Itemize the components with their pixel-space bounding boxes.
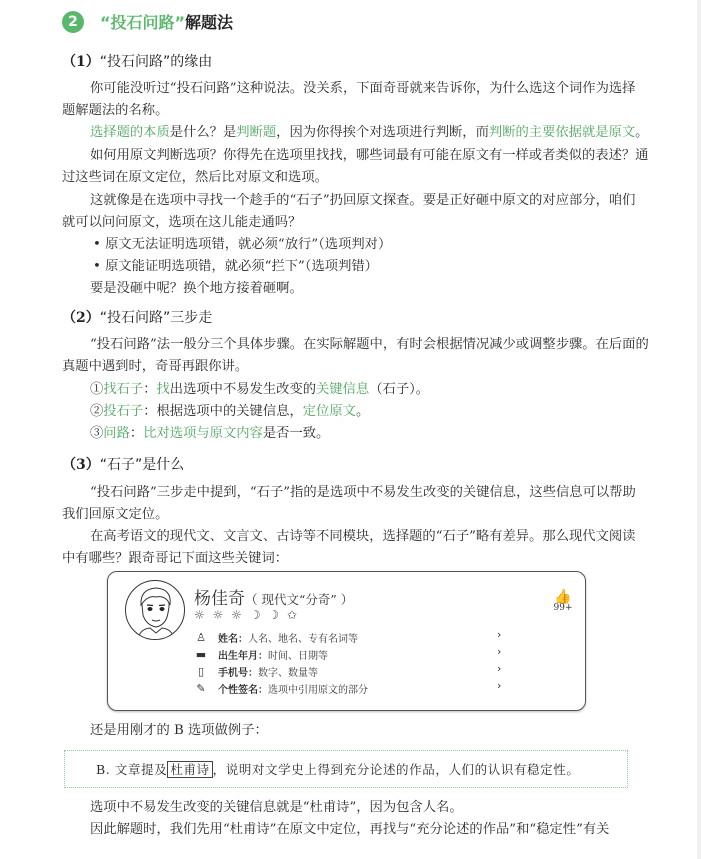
highlight: 选择题的本质 (90, 125, 170, 140)
weather-icons: ☼ ☼ ☼ ☽ ☽ ✩ (194, 608, 299, 622)
thumbs-up-icon: 👍 (554, 589, 572, 605)
subheading-2 (62, 307, 212, 327)
card-row-signature[interactable] (194, 681, 368, 696)
bullet-item: • 原文能证明选项错，就必须“拦下”（选项判错） (93, 259, 378, 274)
text: 。 (635, 125, 649, 140)
person-icon: ♙ (196, 631, 206, 644)
pen-icon: ✎ (196, 682, 206, 695)
subheading-title: “石子”是什么 (99, 457, 185, 473)
like-count: 99+ (553, 603, 573, 613)
subheading-title: “投石问路”的缘由 (99, 54, 213, 70)
paragraph: 你可能没听过“投石问路”这种说法。没关系，下面奇哥就来告诉你，为什么选这个词作为选择 (90, 81, 636, 96)
subheading-number: （1） (62, 54, 100, 70)
highlight: 判断的主要依据就是原文 (488, 125, 636, 140)
row-label: 姓名： (218, 634, 248, 645)
step-1 (90, 381, 429, 398)
subheading-number: （2） (62, 310, 100, 326)
step-2 (90, 403, 369, 420)
text: 出选项中不易发生改变的 (169, 382, 317, 397)
paragraph: 如何用原文判断选项？你得先在选项里找找，哪些词最有可能在原文有一样或者类似的表述？通 (90, 148, 649, 163)
row-label: 手机号： (218, 668, 258, 679)
paragraph-highlighted (90, 124, 648, 141)
paragraph: 就可以问问原文，选项在这儿能走通吗？ (62, 215, 302, 230)
section-title (100, 10, 233, 33)
paragraph: 中有哪些？跟奇哥记下面这些关键词： (62, 551, 289, 566)
highlight: 找石子 (103, 382, 144, 397)
row-value: 数字、数量等 (258, 668, 318, 679)
chevron-right-icon[interactable]: › (497, 662, 502, 675)
text: （石子）。 (369, 382, 430, 397)
row-label: 出生年月： (218, 651, 268, 662)
like-button[interactable] (553, 586, 573, 613)
text: ： (129, 426, 144, 441)
step-number: ③ (90, 426, 104, 441)
paragraph: 要是没砸中呢？换个地方接着砸啊。 (90, 281, 303, 296)
section-number-badge: 2 (62, 11, 84, 33)
text: ，因为你得挨个对选项进行判断，而 (276, 125, 489, 140)
chevron-right-icon[interactable]: › (497, 628, 502, 641)
paragraph: 题解题法的名称。 (62, 103, 169, 118)
bullet-text: 原文能证明选项错，就必须“拦下”（选项判错） (105, 259, 378, 274)
paragraph: 过这些词在原文定位，然后比对原文和选项。 (62, 170, 328, 185)
text: ： (143, 382, 157, 397)
highlight: 判断题 (236, 125, 277, 140)
text: 是否一致。 (262, 426, 330, 441)
paragraph: “投石问路”三步走中提到，“石子”指的是选项中不易发生改变的关键信息，这些信息可以帮助 (90, 485, 636, 500)
phone-icon: ▯ (197, 665, 205, 678)
example-option-text (96, 760, 579, 778)
row-label: 个性签名： (218, 685, 268, 696)
card-row-name[interactable] (194, 630, 358, 645)
paragraph: 这就像是在选项中寻找一个趁手的“石子”扔回原文探查。要是正好砸中原文的对应部分，咱们 (90, 193, 636, 208)
paragraph: 还是用刚才的 B 选项做例子： (90, 723, 268, 738)
chevron-right-icon[interactable]: › (497, 679, 502, 692)
highlight: 比对选项与原文内容 (143, 426, 263, 441)
highlight: 关键信息 (316, 382, 370, 397)
subheading-3 (62, 454, 184, 474)
section-title-rest: 解题法 (185, 13, 234, 32)
subheading-1 (62, 51, 212, 71)
subheading-number: （3） (62, 457, 100, 473)
boxed-keyword: 杜甫诗 (167, 761, 212, 778)
example-prefix: B. 文章提及 (96, 762, 168, 777)
paragraph: 在高考语文的现代文、文言文、古诗等不同模块，选择题的“石子”略有差异。那么现代文阅读 (90, 529, 636, 544)
paragraph: 我们回原文定位。 (62, 507, 169, 522)
paragraph: 因此解题时，我们先用“杜甫诗”在原文中定位，再找与“充分论述的作品”和“稳定性”有关 (90, 822, 610, 837)
example-box (64, 750, 628, 788)
example-suffix: ，说明对文学史上得到充分论述的作品，人们的认识有稳定性。 (212, 762, 580, 777)
paragraph: 选项中不易发生改变的关键信息就是“杜甫诗”，因为包含人名。 (90, 800, 463, 815)
page-edge (697, 0, 701, 859)
name-text: 杨佳奇 (194, 589, 245, 609)
step-number: ① (90, 382, 104, 397)
section-title-quoted: “投石问路” (100, 13, 186, 32)
avatar (125, 580, 185, 640)
avatar-face-icon (126, 581, 184, 639)
name-note: （ 现代文“分奇” ） (245, 592, 354, 607)
paragraph: 真题中遇到时，奇哥再跟你讲。 (62, 359, 249, 374)
text: 。 (355, 404, 370, 419)
calendar-icon: ▬ (195, 648, 207, 661)
highlight: 找 (156, 382, 170, 397)
highlight: 定位原文 (302, 404, 356, 419)
profile-card (107, 571, 586, 711)
text: ：根据选项中的关键信息， (143, 404, 303, 419)
profile-name (194, 584, 353, 609)
step-3 (90, 425, 329, 442)
row-value: 人名、地名、专有名词等 (248, 634, 358, 645)
bullet-item: • 原文无法证明选项错，就必须“放行”（选项判对） (93, 237, 392, 252)
row-value: 时间、日期等 (268, 651, 328, 662)
highlight: 投石子 (103, 404, 144, 419)
paragraph: “投石问路”法一般分三个具体步骤。在实际解题中，有时会根据情况减少或调整步骤。在后面的 (90, 337, 649, 352)
subheading-title: “投石问路”三步走 (99, 310, 213, 326)
card-row-birth[interactable] (194, 647, 328, 662)
chevron-right-icon[interactable]: › (497, 645, 502, 658)
bullet-text: 原文无法证明选项错，就必须“放行”（选项判对） (105, 237, 392, 252)
section-header (62, 10, 233, 33)
step-number: ② (90, 404, 104, 419)
text: 是什么？是 (169, 125, 237, 140)
card-row-phone[interactable] (194, 664, 318, 679)
row-value: 选项中引用原文的部分 (268, 685, 368, 696)
highlight: 问路 (103, 426, 130, 441)
